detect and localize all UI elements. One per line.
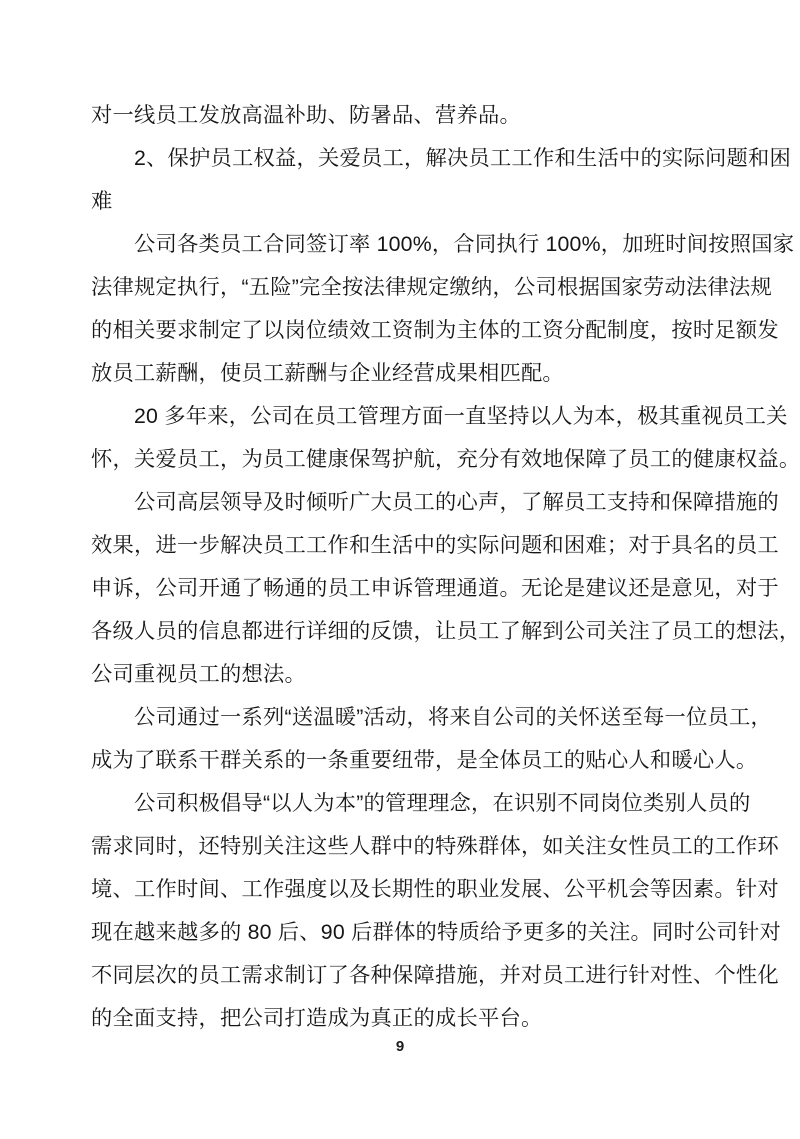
- text-line: 2、保护员工权益，关爱员工，解决员工工作和生活中的实际问题和困: [134, 146, 791, 170]
- text-line: 申诉，公司开通了畅通的员工申诉管理通道。无论是建议还是意见，对于: [91, 576, 779, 600]
- text-line: 公司通过一系列“送温暖”活动，将来自公司的关怀送至每一位员工，: [134, 705, 772, 729]
- text-line: 的相关要求制定了以岗位绩效工资制为主体的工资分配制度，按时足额发: [91, 318, 779, 342]
- text-line: 对一线员工发放高温补助、防暑品、营养品。: [91, 103, 521, 127]
- text-line: 各级人员的信息都进行详细的反馈，让员工了解到公司关注了员工的想法，: [91, 619, 800, 643]
- text-line: 难: [91, 189, 113, 213]
- document-body: [91, 94, 800, 1040]
- page-footer: [0, 1036, 800, 1058]
- text-line: 20 多年来，公司在员工管理方面一直坚持以人为本，极其重视员工关: [134, 404, 788, 428]
- text-line: 公司积极倡导“以人为本”的管理理念，在识别不同岗位类别人员的: [134, 791, 751, 815]
- text-line: 法律规定执行，“五险”完全按法律规定缴纳，公司根据国家劳动法律法规: [91, 275, 772, 299]
- text-line: 境、工作时间、工作强度以及长期性的职业发展、公平机会等因素。针对: [91, 877, 779, 901]
- page-number: 9: [395, 1038, 405, 1055]
- text-line: 公司重视员工的想法。: [91, 662, 306, 686]
- text-line: 不同层次的员工需求制订了各种保障措施，并对员工进行针对性、个性化: [91, 963, 779, 987]
- text-line: 现在越来越多的 80 后、90 后群体的特质给予更多的关注。同时公司针对: [91, 920, 781, 944]
- text-line: 放员工薪酬，使员工薪酬与企业经营成果相匹配。: [91, 361, 564, 385]
- text-line: 的全面支持，把公司打造成为真正的成长平台。: [91, 1006, 543, 1030]
- text-line: 效果，进一步解决员工工作和生活中的实际问题和困难；对于具名的员工: [91, 533, 779, 557]
- text-line: 需求同时，还特别关注这些人群中的特殊群体，如关注女性员工的工作环: [91, 834, 779, 858]
- text-line: 公司高层领导及时倾听广大员工的心声，了解员工支持和保障措施的: [134, 490, 779, 514]
- text-line: 怀，关爱员工，为员工健康保驾护航，充分有效地保障了员工的健康权益。: [91, 447, 800, 471]
- text-line: 公司各类员工合同签订率 100%，合同执行 100%，加班时间按照国家: [134, 232, 795, 256]
- text-line: 成为了联系干群关系的一条重要纽带，是全体员工的贴心人和暖心人。: [91, 748, 758, 772]
